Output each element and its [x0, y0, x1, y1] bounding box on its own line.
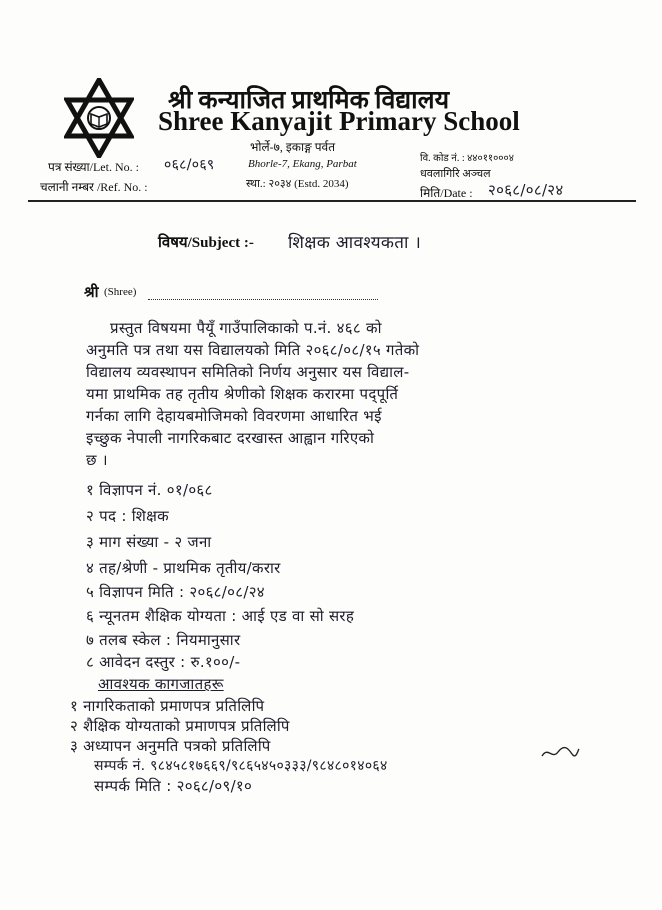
body-line: यमा प्राथमिक तह तृतीय श्रेणीको शिक्षक करारमा पद्पूर्ति: [86, 385, 399, 403]
contact-numbers: सम्पर्क नं. ९८४५८१७६६९/९८६५४५०३३३/९८४८०१४०६४: [94, 758, 388, 774]
list-item: ७ तलब स्केल : नियमानुसार: [86, 631, 241, 649]
school-name-nepali: श्री कन्याजित प्राथमिक विद्यालय: [168, 87, 450, 114]
body-line: गर्नका लागि देहायबमोजिमको विवरणमा आधारित भई: [86, 407, 382, 425]
date-value: २०६८/०८/२४: [488, 181, 564, 199]
school-code: वि. कोड नं. : ४४०११०००४: [420, 153, 514, 164]
school-emblem-icon: [64, 78, 134, 158]
document-item: १ नागरिकताको प्रमाणपत्र प्रतिलिपि: [70, 697, 265, 715]
address-nepali: भोर्ले-७, इकाङ्ग पर्वत: [250, 140, 336, 154]
reference-number-label: चलानी नम्बर /Ref. No. :: [40, 180, 148, 194]
addressee-blank-line: [148, 298, 378, 300]
body-line: विद्यालय व्यवस्थापन समितिको निर्णय अनुसार यस विद्याल-: [86, 363, 410, 381]
addressee-label: श्री: [84, 285, 99, 301]
list-item: ४ तह/श्रेणी - प्राथमिक तृतीय/करार: [86, 559, 281, 577]
letter-number-label: पत्र संख्या/Let. No. :: [48, 160, 139, 174]
subject-value: शिक्षक आवश्यकता ।: [288, 233, 422, 253]
list-item: ८ आवेदन दस्तुर : रु.१००/-: [86, 653, 241, 671]
letter-number-value: ०६८/०६९: [164, 157, 215, 173]
date-label: मिति/Date :: [420, 186, 473, 200]
list-item: ५ विज्ञापन मिति : २०६८/०८/२४: [86, 583, 265, 601]
body-line: इच्छुक नेपाली नागरिकबाट दरखास्त आह्वान गरिएको: [86, 429, 375, 447]
document-item: २ शैक्षिक योग्यताको प्रमाणपत्र प्रतिलिपि: [70, 717, 290, 735]
zone-name: धवलागिरि अञ्चल: [420, 168, 491, 180]
list-item: २ पद : शिक्षक: [86, 507, 170, 525]
body-line: छ ।: [86, 451, 108, 469]
addressee-label-english: (Shree): [104, 286, 137, 298]
school-name-english: Shree Kanyajit Primary School: [158, 106, 520, 136]
contact-date: सम्पर्क मिति : २०६८/०९/१०: [94, 777, 253, 795]
address-english: Bhorle-7, Ekang, Parbat: [248, 158, 357, 170]
body-line: अनुमति पत्र तथा यस विद्यालयको मिति २०६८/०८/१५ गतेको: [86, 341, 420, 359]
document-item: ३ अध्यापन अनुमति पत्रको प्रतिलिपि: [70, 737, 271, 755]
subject-label: विषय/Subject :-: [158, 235, 254, 251]
signature-scribble-icon: [540, 744, 580, 762]
established-year: स्था.: २०३४ (Estd. 2034): [246, 178, 349, 190]
body-line: प्रस्तुत विषयमा पैयूँ गाउँपालिकाको प.नं. ४६८ को: [110, 319, 382, 337]
list-item: १ विज्ञापन नं. ०१/०६८: [86, 481, 213, 499]
list-item: ३ माग संख्या - २ जना: [86, 533, 212, 551]
documents-heading: आवश्यक कागजातहरू: [98, 675, 224, 693]
list-item: ६ न्यूनतम शैक्षिक योग्यता : आई एड वा सो सरह: [86, 607, 355, 625]
letterhead-divider: [28, 200, 636, 202]
